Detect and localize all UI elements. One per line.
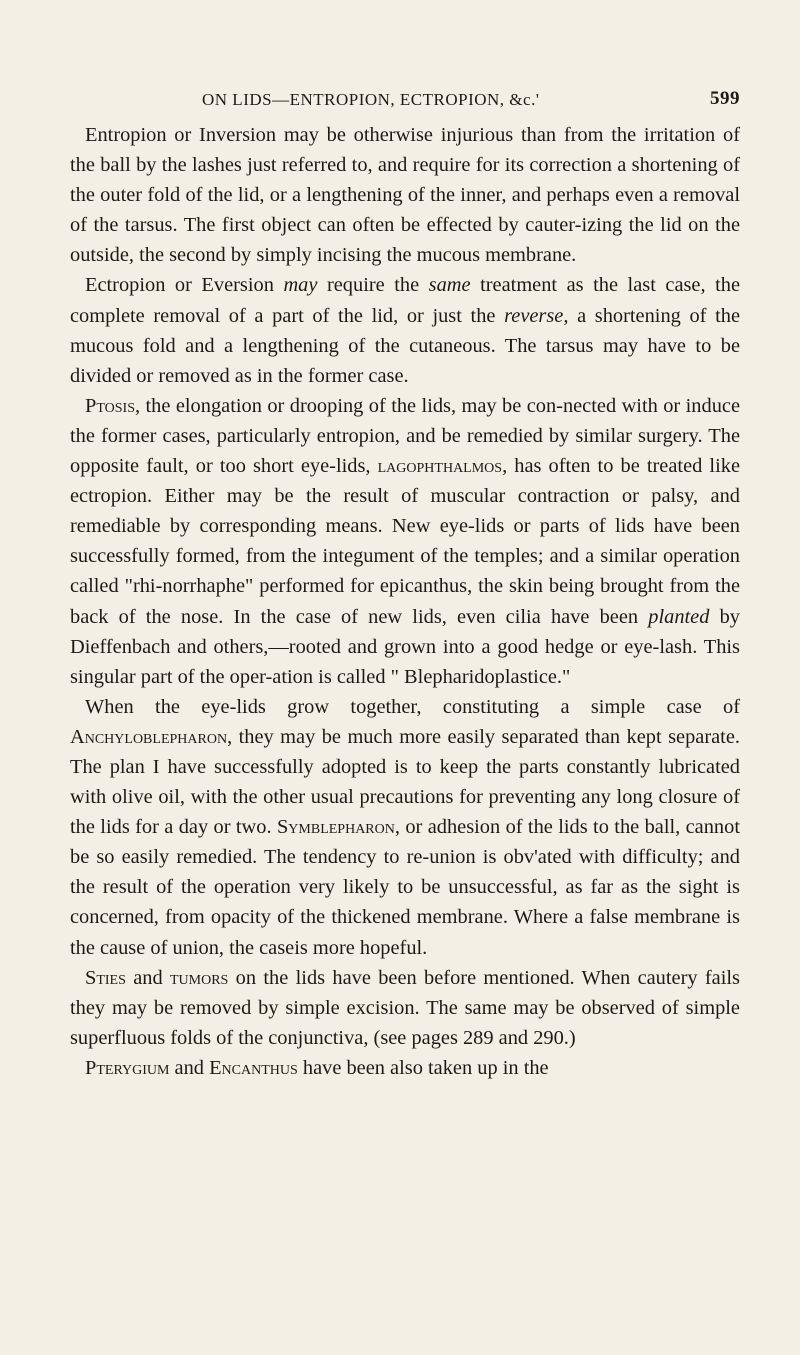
text-run: Entropion or Inversion may be otherwise injurious than from the irritation of the ball by the lashes just referred to, and require for its correction a shortening of the outer fold of the lid, or a lengthening of the inner, and perhaps even a removal of the tarsus. The first object can often be effected by cauter-izing the lid on the outside, the second by simply incising the mucous membrane. — [70, 124, 740, 267]
text-run: by Dieffenbach and others,—rooted and grown into a good hedge or eye-lash. This singular part of the oper-ation is called " Blepharidoplastice." — [70, 605, 740, 688]
italic-emphasis: planted — [648, 605, 710, 628]
text-run: has often to be treated like ectropion. Either may be the result of muscular contraction or palsy, and remediable by corresponding means. New eye-lids or parts of lids have been successfully formed, from the integument of the temples; and a similar operation called "rhi-norrhaphe" performed for epicanthus, the skin being brought from the back of the nose. In the case of new lids, even cilia have been — [70, 455, 740, 628]
text-run: on the lids have been before mentioned. When cautery fails they may be removed by simple excision. The same may be observed of simple superfluous folds of the conjunctiva, (see pages 289 and 290.) — [70, 966, 740, 1049]
italic-emphasis: may — [283, 274, 318, 297]
book-page — [70, 90, 740, 1083]
text-run: require the — [317, 274, 429, 297]
paragraph — [70, 963, 740, 1053]
small-caps-term: Encanthus — [209, 1056, 298, 1079]
small-caps-term: Ptosis, — [85, 394, 141, 417]
small-caps-term: tumors — [170, 966, 229, 989]
body-text — [70, 120, 740, 1083]
text-run: they may be much more easily separated than kept separate. The plan I have successfully adopted is to keep the parts constantly lubricated with olive oil, with the other usual precautions for preventing any long closure of the lids for a day or two. — [70, 725, 740, 839]
small-caps-term: Anchyloblepharon, — [70, 725, 233, 748]
text-run: and — [169, 1056, 210, 1079]
small-caps-term: Symblepharon, — [276, 816, 400, 839]
text-run: When the eye-lids grow together, constituting a simple case of — [85, 695, 740, 718]
paragraph — [70, 1053, 740, 1083]
running-head: ON LIDS—ENTROPION, ECTROPION, &c.' — [202, 90, 540, 109]
paragraph — [70, 270, 740, 390]
italic-emphasis: same — [428, 274, 471, 297]
paragraph — [70, 120, 740, 270]
text-run: and — [125, 966, 170, 989]
italic-emphasis: reverse, — [504, 304, 569, 327]
text-run: treatment as the last case, the complete removal of a part of the lid, or just the — [70, 274, 741, 327]
small-caps-term: lagophthalmos, — [377, 455, 508, 478]
paragraph — [70, 391, 740, 692]
text-run: the elongation or drooping of the lids, may be con-nected with or induce the former cases, particularly entropion, and be remedied by similar surgery. The opposite fault, or too short eye-lids, — [70, 394, 740, 478]
paragraph — [70, 692, 740, 963]
text-run: a shortening of the mucous fold and a lengthening of the cutaneous. The tarsus may have to be divided or removed as in the former case. — [70, 304, 741, 387]
small-caps-term: Pterygium — [85, 1056, 170, 1079]
text-run: have been also taken up in the — [297, 1056, 549, 1079]
page-header — [70, 90, 740, 120]
text-run: or adhesion of the lids to the ball, cannot be so easily remedied. The tendency to re-union is obv'ated with difficulty; and the result of the operation very likely to be unsuccessful, as far as the sight is concerned, from opacity of the thickened membrane. Where a false membrane is the cause of union, the caseis more hopeful. — [70, 816, 740, 959]
small-caps-term: Sties — [85, 966, 126, 989]
text-run: Ectropion or Eversion — [85, 274, 284, 297]
page-number: 599 — [710, 88, 740, 109]
